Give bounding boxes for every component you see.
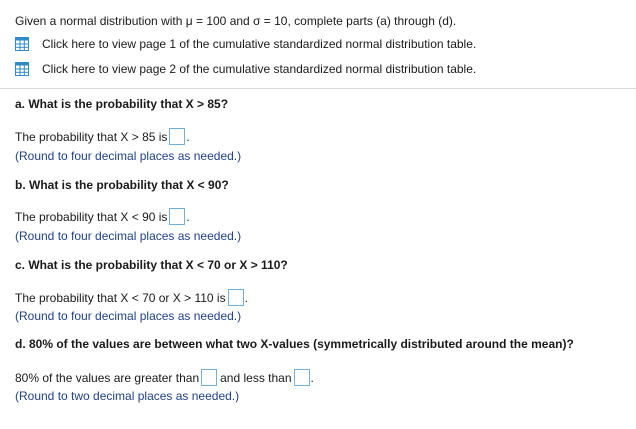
table-icon	[15, 37, 29, 51]
part-a-answer-line	[15, 128, 190, 145]
part-b-prompt: The probability that X < 90 is	[15, 209, 168, 224]
period: .	[186, 129, 190, 144]
part-d-question: d. 80% of the values are between what two X-values (symmetrically distributed around the mean)?	[15, 337, 574, 351]
part-d-upper-answer-input[interactable]	[294, 369, 310, 386]
part-c-question: c. What is the probability that X < 70 or X > 110?	[15, 258, 288, 272]
part-a-hint: (Round to four decimal places as needed.)	[15, 149, 242, 163]
part-d-lower-answer-input[interactable]	[201, 369, 217, 386]
period: .	[244, 290, 248, 305]
table-page-1-link-text[interactable]: Click here to view page 1 of the cumulative standardized normal distribution table.	[42, 37, 477, 51]
period: .	[310, 370, 314, 385]
table-page-2-link-text[interactable]: Click here to view page 2 of the cumulative standardized normal distribution table.	[42, 62, 477, 76]
part-c-hint: (Round to four decimal places as needed.)	[15, 309, 242, 323]
part-d-prompt-start: 80% of the values are greater than	[15, 370, 200, 385]
table-icon	[15, 62, 29, 76]
part-b-hint: (Round to four decimal places as needed.)	[15, 229, 242, 243]
part-a-question: a. What is the probability that X > 85?	[15, 97, 229, 111]
part-c-answer-input[interactable]	[228, 289, 244, 306]
table-page-2-link[interactable]	[15, 62, 476, 76]
part-d-hint: (Round to two decimal places as needed.)	[15, 389, 240, 403]
part-c-prompt: The probability that X < 70 or X > 110 is	[15, 290, 226, 305]
part-b-answer-input[interactable]	[169, 208, 185, 225]
problem-statement: Given a normal distribution with μ = 100 and σ = 10, complete parts (a) through (d).	[15, 14, 457, 28]
part-b-answer-line	[15, 208, 190, 225]
part-d-answer-line	[15, 369, 314, 386]
part-c-answer-line	[15, 289, 248, 306]
part-b-question: b. What is the probability that X < 90?	[15, 178, 229, 192]
part-a-answer-input[interactable]	[169, 128, 185, 145]
section-divider	[0, 88, 636, 89]
table-page-1-link[interactable]	[15, 37, 476, 51]
period: .	[186, 209, 190, 224]
part-a-prompt: The probability that X > 85 is	[15, 129, 168, 144]
part-d-prompt-middle: and less than	[220, 370, 292, 385]
